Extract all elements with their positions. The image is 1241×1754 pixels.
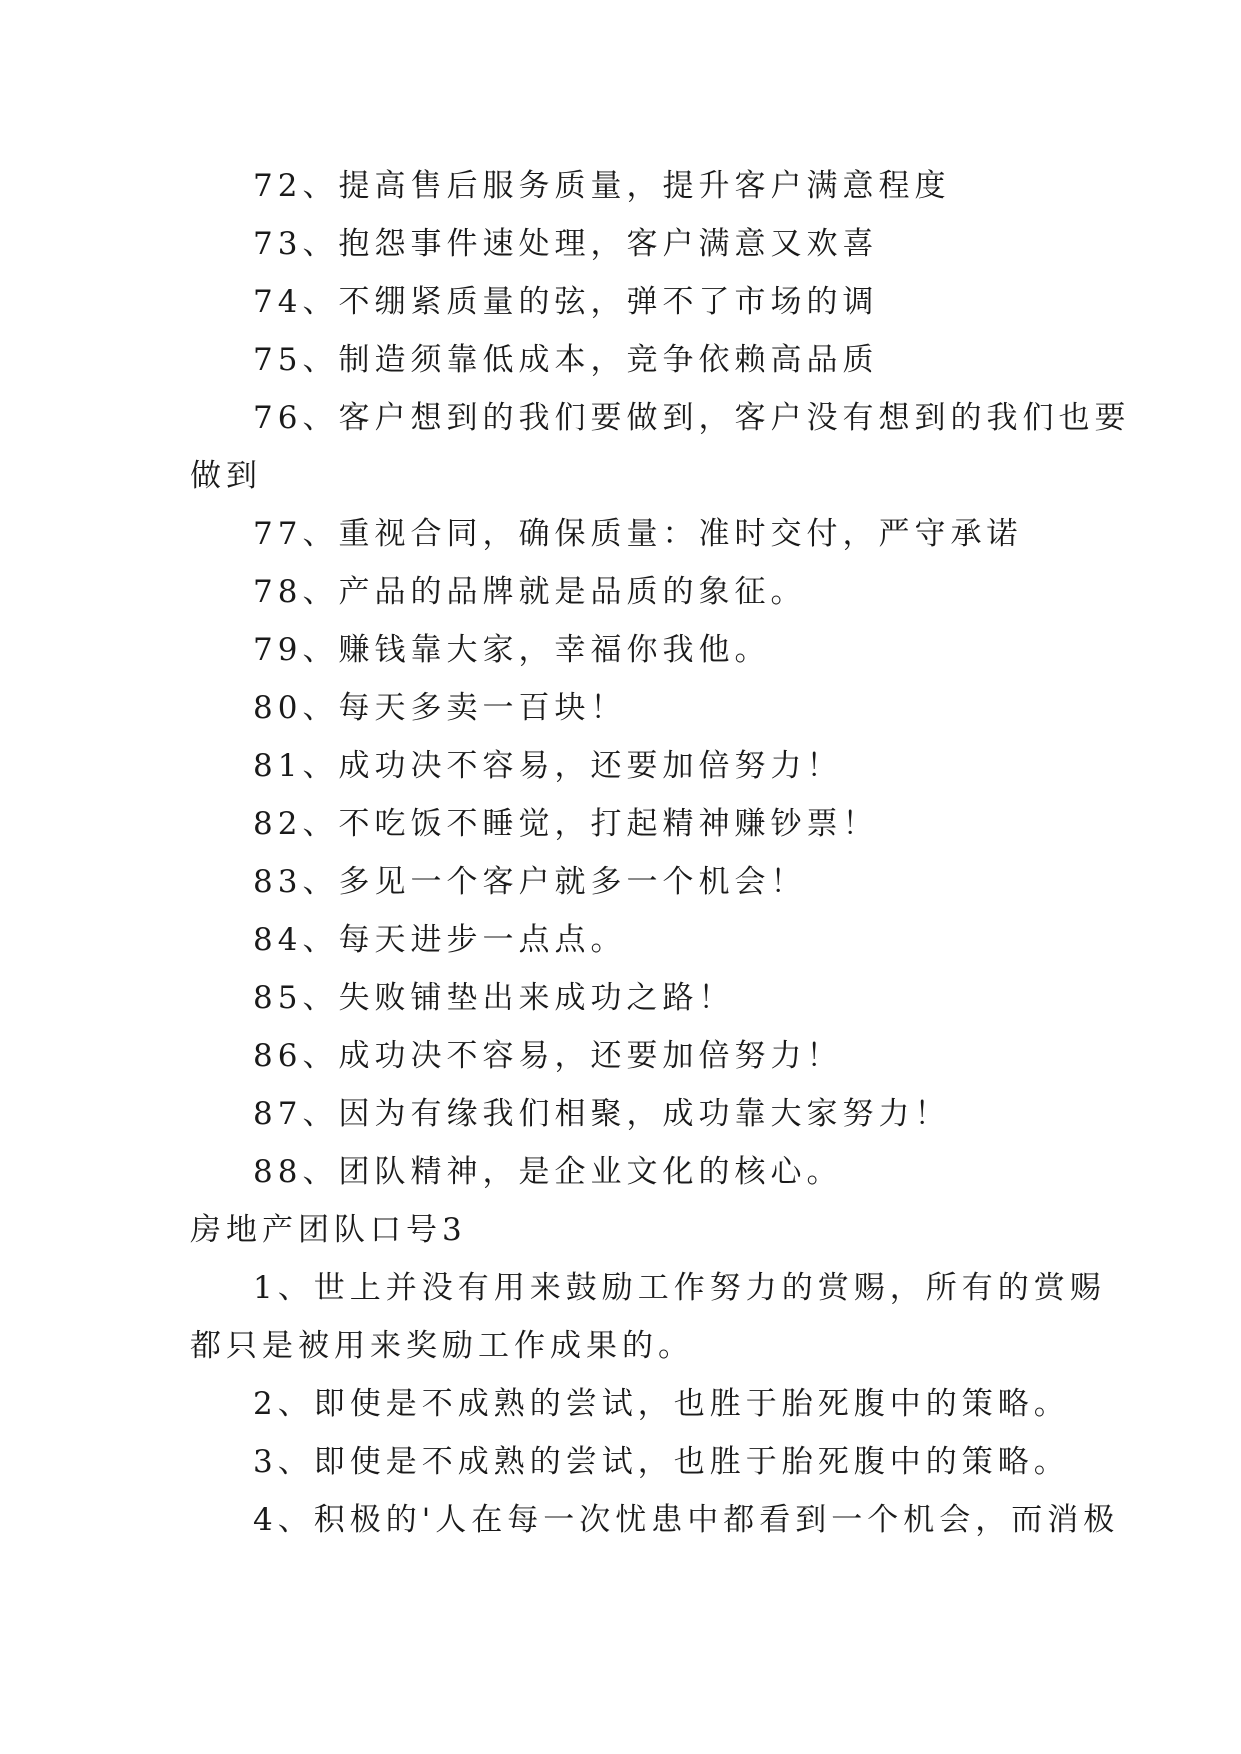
text-line: 73、抱怨事件速处理，客户满意又欢喜 [253, 226, 879, 262]
text-line: 都只是被用来奖励工作成果的。 [190, 1328, 694, 1364]
text-line: 74、不绷紧质量的弦，弹不了市场的调 [253, 284, 879, 320]
document-body [190, 157, 1131, 1549]
text-line: 83、多见一个客户就多一个机会！ [253, 864, 807, 900]
text-line: 79、赚钱靠大家，幸福你我他。 [253, 632, 771, 668]
text-line: 85、失败铺垫出来成功之路！ [253, 980, 735, 1016]
text-line: 3、即使是不成熟的尝试，也胜于胎死腹中的策略。 [253, 1444, 1070, 1480]
text-line: 做到 [190, 458, 262, 494]
text-line: 2、即使是不成熟的尝试，也胜于胎死腹中的策略。 [253, 1386, 1070, 1422]
text-line: 78、产品的品牌就是品质的象征。 [253, 574, 807, 610]
text-line: 86、成功决不容易，还要加倍努力！ [253, 1038, 843, 1074]
text-line: 72、提高售后服务质量，提升客户满意程度 [253, 168, 951, 204]
text-line: 75、制造须靠低成本，竞争依赖高品质 [253, 342, 879, 378]
text-line: 76、客户想到的我们要做到，客户没有想到的我们也要 [253, 400, 1131, 436]
text-line: 1、世上并没有用来鼓励工作努力的赏赐，所有的赏赐 [253, 1270, 1106, 1306]
text-line: 80、每天多卖一百块！ [253, 690, 627, 726]
text-line: 88、团队精神，是企业文化的核心。 [253, 1154, 843, 1190]
text-line: 81、成功决不容易，还要加倍努力！ [253, 748, 843, 784]
section-heading: 房地产团队口号3 [190, 1212, 467, 1248]
text-line: 84、每天进步一点点。 [253, 922, 627, 958]
text-line: 82、不吃饭不睡觉，打起精神赚钞票！ [253, 806, 879, 842]
text-line: 87、因为有缘我们相聚，成功靠大家努力！ [253, 1096, 951, 1132]
text-line: 77、重视合同，确保质量：准时交付，严守承诺 [253, 516, 1023, 552]
text-line: 4、积极的'人在每一次忧患中都看到一个机会，而消极 [253, 1502, 1120, 1538]
